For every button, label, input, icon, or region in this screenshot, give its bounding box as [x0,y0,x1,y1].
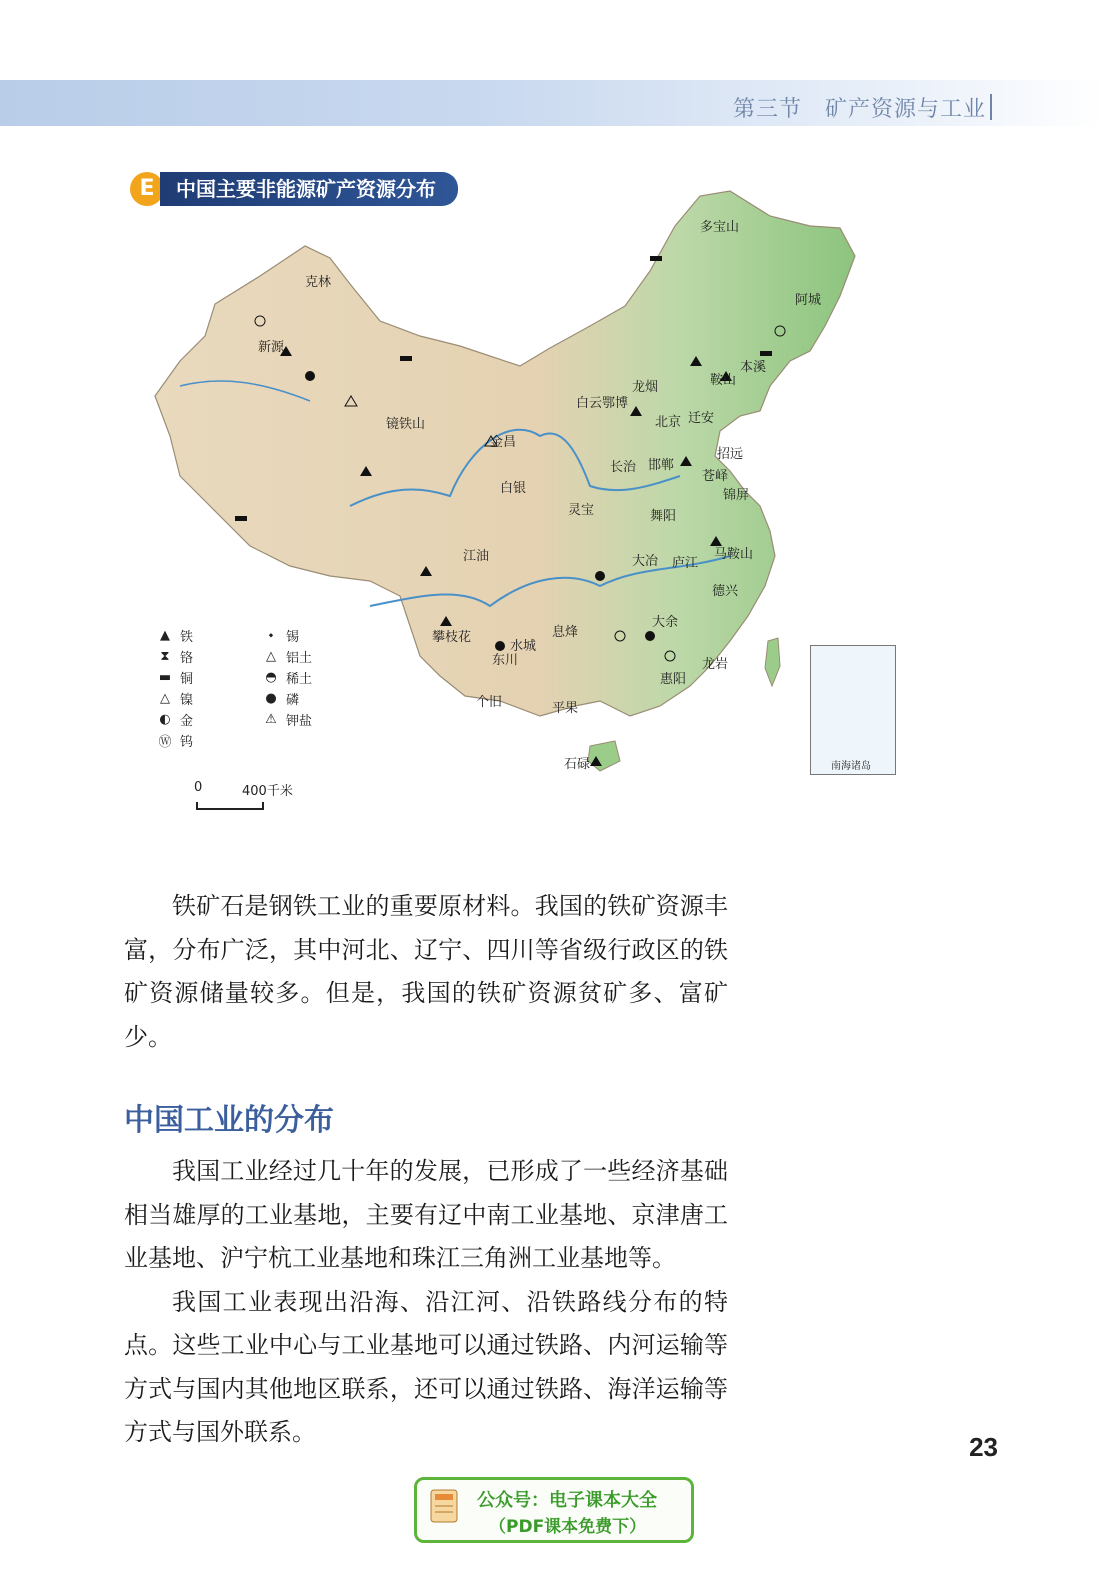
copper-symbol [235,516,247,521]
place-label: 新源 [258,340,285,355]
place-label: 惠阳 [660,672,687,687]
tin-icon: ⬩ [268,628,274,643]
place-label: 鞍山 [710,373,737,388]
page-number: 23 [969,1432,998,1462]
scale-line [196,802,264,810]
paragraph-iron-ore [124,885,728,1059]
chromium-icon: ⧗ [160,649,170,664]
filled-circle-icon: ● [265,691,277,706]
place-label: 克林 [305,275,332,290]
place-label: 长治 [610,460,637,475]
place-label: 锦屏 [723,488,750,503]
place-label: 龙烟 [632,380,659,395]
place-label: 镜铁山 [386,417,426,432]
place-label: 庐江 [672,556,699,571]
header-divider [990,94,992,120]
triangle-small-outline-icon: △ [160,691,170,706]
copper-symbol [760,351,772,356]
paragraph-text: 我国工业表现出沿海、沿江河、沿铁路线分布的特点。这些工业中心与工业基地可以通过铁路、内河运输等方式与国内其他地区联系，还可以通过铁路、海洋运输等方式与国外联系。 [124,1287,728,1446]
section-heading: 中国工业的分布 [124,1103,334,1138]
figure-badge: E [130,172,164,206]
place-label: 大冶 [632,554,659,569]
place-label: 德兴 [712,584,739,599]
place-label: 白云鄂博 [576,396,629,411]
section-title: 第三节 矿产资源与工业 [732,97,986,122]
place-label: 水城 [510,639,537,654]
place-label: 龙岩 [702,657,729,672]
phosphorus-symbol [495,641,505,651]
watermark-line2: （PDF课本免费下） [489,1517,647,1537]
place-label: 江油 [463,549,490,564]
place-label: 北京 [655,415,682,430]
hainan-island [588,741,620,771]
w-circle-icon: Ⓦ [158,735,172,750]
bar-icon: ▬ [158,670,172,685]
paragraph-text: 我国工业经过几十年的发展，已形成了一些经济基础相当雄厚的工业基地，主要有辽中南工业基地、京津唐工业基地、沪宁杭工业基地和珠江三角洲工业基地等。 [124,1157,728,1272]
place-label: 灵宝 [568,503,595,518]
place-label: 息烽 [552,625,579,640]
scale-zero: 0 [194,780,203,795]
watermark-banner [414,1477,694,1543]
legend-label: 铬 [180,651,194,666]
legend-label: 锡 [286,630,300,645]
place-label: 本溪 [740,360,767,375]
phosphorus-symbol [595,571,605,581]
place-label: 金昌 [490,435,517,450]
place-label: 白银 [500,481,527,496]
inset-label: 南海诸岛 [831,761,871,772]
place-label: 邯郸 [648,458,675,473]
place-label: 东川 [492,653,519,668]
triangle-filled-icon: ▲ [160,628,170,643]
paragraph-text: 铁矿石是钢铁工业的重要原材料。我国的铁矿资源丰富，分布广泛，其中河北、辽宁、四川等省级行政区的铁矿资源储量较多。但是，我国的铁矿资源贫矿多、富矿少。 [124,892,728,1051]
place-label: 舞阳 [650,509,677,524]
triangle-mark-icon: ⚠ [265,712,277,727]
copper-symbol [650,256,662,261]
map-legend [158,625,344,751]
legend-label: 稀土 [286,672,313,687]
place-label: 多宝山 [700,220,740,235]
watermark-line1: 公众号：电子课本大全 [477,1490,657,1511]
place-label: 马鞍山 [714,547,754,562]
place-label: 个旧 [476,695,503,710]
scale-distance: 400千米 [242,784,293,799]
half-circle-icon: ◐ [159,712,171,727]
legend-label: 钨 [180,735,194,750]
place-label: 大余 [652,615,679,630]
paragraph-industry-bases [124,1150,728,1455]
legend-label: 铝土 [286,651,313,666]
legend-label: 钾盐 [286,714,313,729]
south-china-sea-inset [810,645,896,775]
book-icon [425,1486,465,1530]
place-label: 苍峄 [702,469,729,484]
place-label: 攀枝花 [432,630,472,645]
legend-label: 铁 [180,630,194,645]
place-label: 阿城 [795,293,822,308]
legend-label: 铜 [180,672,194,687]
phosphorus-symbol [305,371,315,381]
copper-symbol [400,356,412,361]
legend-label: 磷 [286,693,300,708]
place-label: 招远 [717,447,744,462]
place-label: 平果 [552,701,579,716]
legend-label: 金 [180,714,194,729]
legend-label: 镍 [180,693,194,708]
place-label: 迁安 [688,411,715,426]
half-disc-icon: ◓ [265,670,277,685]
place-label: 石碌 [564,757,591,772]
figure-title: 中国主要非能源矿产资源分布 [160,172,458,206]
triangle-outline-icon: △ [266,649,276,664]
taiwan-island [765,638,780,686]
phosphorus-symbol [645,631,655,641]
